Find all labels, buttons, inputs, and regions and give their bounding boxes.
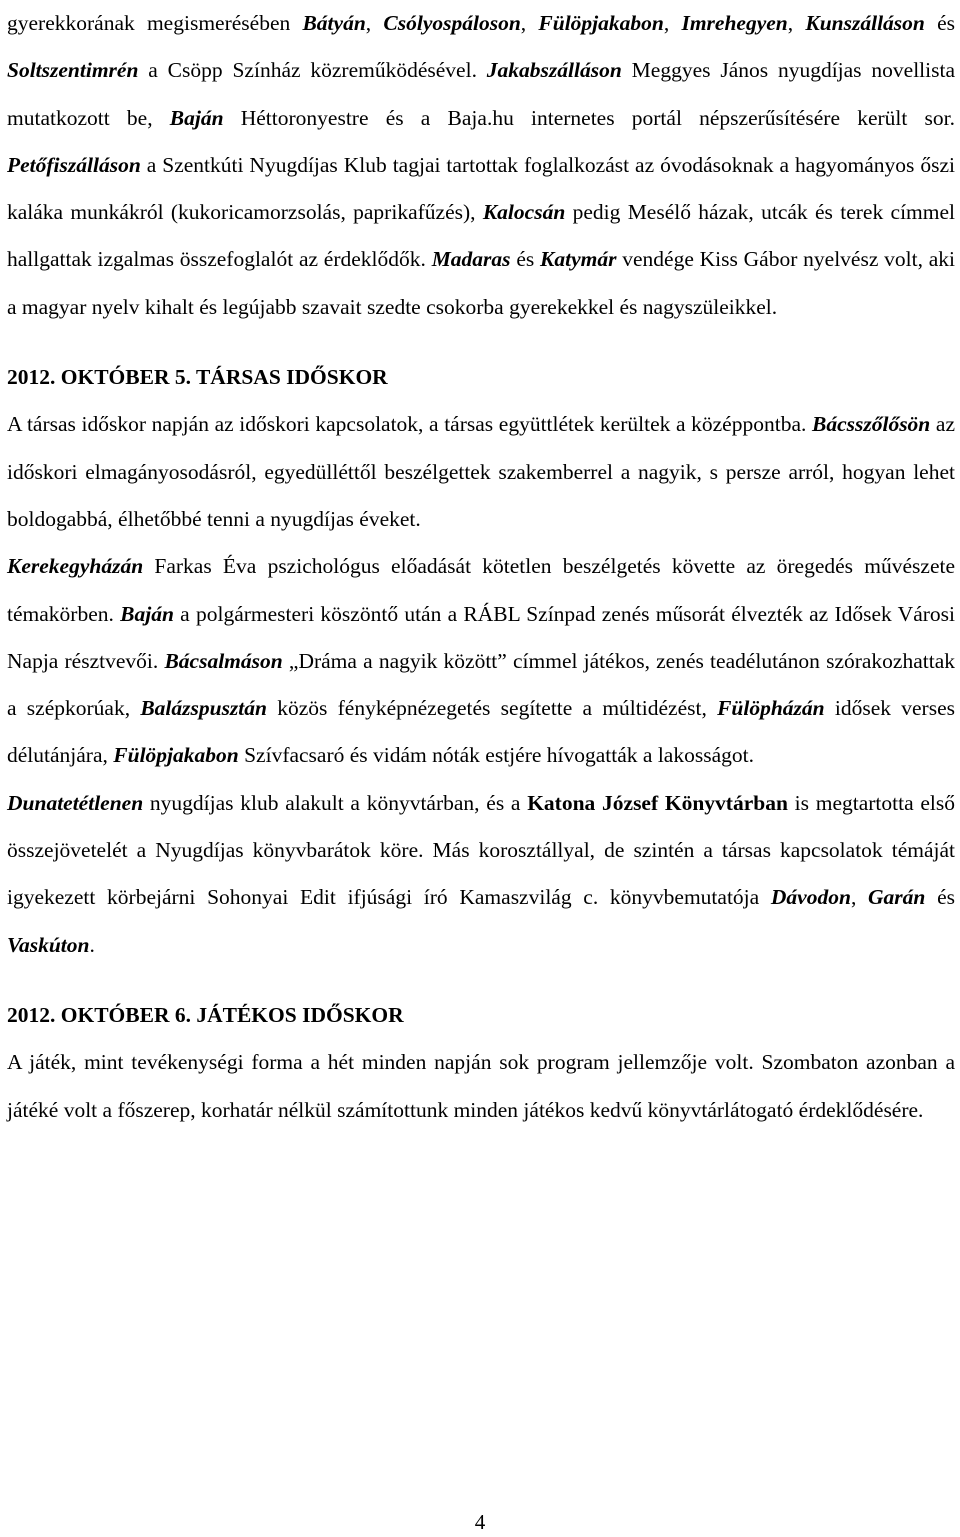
place-name: Soltszentimrén: [7, 58, 139, 83]
text-run: ,: [787, 11, 806, 35]
text-run: és: [925, 885, 956, 910]
place-name: Madaras: [431, 247, 511, 272]
text-run: a Szentkúti Nyugdíjas Klub tagjai tartottak foglalkozást az óvodásoknak a hagyományos őszi kaláka munkákról (kukoricamorzsolás, paprikafűzés),: [7, 152, 955, 225]
text-run: „Dráma a nagyik között” címmel játékos, zenés teadélutánon szórakozhattak a szépkorúak,: [7, 648, 956, 721]
place-name: Fülöpjakabon: [538, 11, 664, 35]
text-run: ,: [663, 11, 682, 35]
text-run: pedig Mesélő házak, utcák és terek címmel hallgattak izgalmas összefoglalót az érdeklődők.: [7, 200, 956, 272]
text-run: A társas időskor napján az időskori kapcsolatok, a társas együttlétek kerültek a középpontba.: [7, 412, 812, 437]
place-name: Fülöpházán: [717, 696, 825, 721]
text-run: Meggyes János nyugdíjas novellista mutatkozott be,: [7, 58, 955, 130]
place-name: Kunszálláson: [805, 11, 925, 35]
text-run: A játék, mint tevékenységi forma a hét minden napján sok program jellemzője volt. Szombaton azonban a játéké volt a főszerep, korhatár nélkül számítottunk minden játékos kedvű könyvtárlátogató érdeklődésére.: [7, 1050, 955, 1122]
text-run: közös fényképnézegetés segítette a múltidézést,: [266, 696, 718, 721]
text-run: vendége Kiss Gábor nyelvész volt, aki a magyar nyelv kihalt és legújabb szavait szedte csokorba gyerekekkel és nagyszüleikkel.: [7, 247, 956, 319]
section-heading: 2012. OKTÓBER 6. JÁTÉKOS IDŐSKOR: [7, 1002, 404, 1027]
section-gap: [7, 969, 955, 992]
text-run: idősek verses délutánjára,: [7, 696, 955, 768]
text-run: Farkas Éva pszichológus előadását kötetlen beszélgetés követte az öregedés művészete témakörben.: [7, 554, 955, 626]
place-name: Bátyán: [302, 11, 366, 35]
text-run: az időskori elmagányosodásról, egyedülléttől beszélgettek szakemberrel a nagyik, s persze arról, hogyan lehet boldogabbá, élhetőbbé tenni a nyugdíjas éveket.: [7, 412, 955, 531]
text-run: ,: [850, 885, 869, 910]
bold-text: Katona József Könyvtárban: [527, 790, 788, 815]
text-run: a Csöpp Színház közreműködésével.: [138, 58, 487, 83]
paragraph: [7, 780, 955, 969]
section-gap: [7, 331, 955, 354]
place-name: Csólyospáloson: [383, 11, 521, 35]
place-name: Katymár: [540, 247, 617, 272]
text-run: és: [924, 11, 956, 35]
place-name: Imrehegyen: [681, 11, 788, 35]
place-name: Vaskúton: [7, 932, 90, 957]
text-run: is megtartotta első összejövetelét a Nyugdíjas könyvbarátok köre. Más korosztállyal, de szintén a társas kapcsolatok témáját igyekezett körbejárni Sohonyai Edit ifjúsági író Kamaszvilág c. könyvbemutatója: [7, 790, 955, 910]
place-name: Baján: [120, 601, 174, 626]
paragraph: [7, 543, 955, 779]
text-run: gyerekkorának megismerésében: [7, 11, 303, 35]
place-name: Balázspusztán: [140, 696, 267, 721]
place-name: Fülöpjakabon: [113, 743, 239, 768]
place-name: Dávodon: [770, 885, 851, 910]
text-run: .: [89, 932, 95, 957]
text-run: a polgármesteri köszöntő után a RÁBL Színpad zenés műsorát élvezték az Idősek Városi Napja résztvevői.: [7, 601, 955, 673]
text-run: Szívfacsaró és vidám nóták estjére hívogatták a lakosságot.: [238, 743, 754, 768]
place-name: Petőfiszálláson: [7, 152, 141, 177]
paragraph: [7, 1039, 955, 1134]
place-name: Dunatetétlenen: [7, 790, 144, 815]
place-name: Baján: [169, 105, 224, 130]
place-name: Jakabszálláson: [486, 58, 622, 83]
paragraph: [7, 401, 955, 543]
place-name: Kalocsán: [482, 200, 566, 225]
text-run: ,: [365, 11, 384, 35]
page-number: 4: [474, 1510, 486, 1534]
document-page: [7, 0, 955, 1134]
text-run: nyugdíjas klub alakult a könyvtárban, és a: [143, 790, 528, 815]
text-run: ,: [520, 11, 539, 35]
text-run: és: [510, 247, 541, 272]
place-name: Bácsszőlősön: [811, 412, 931, 437]
place-name: Garán: [868, 885, 926, 910]
paragraph: [7, 0, 955, 331]
text-run: Héttoronyestre és a Baja.hu internetes portál népszerűsítésére került sor.: [223, 105, 955, 130]
place-name: Bácsalmáson: [164, 648, 283, 673]
place-name: Kerekegyházán: [7, 554, 144, 579]
section-heading: 2012. OKTÓBER 5. TÁRSAS IDŐSKOR: [7, 365, 388, 390]
